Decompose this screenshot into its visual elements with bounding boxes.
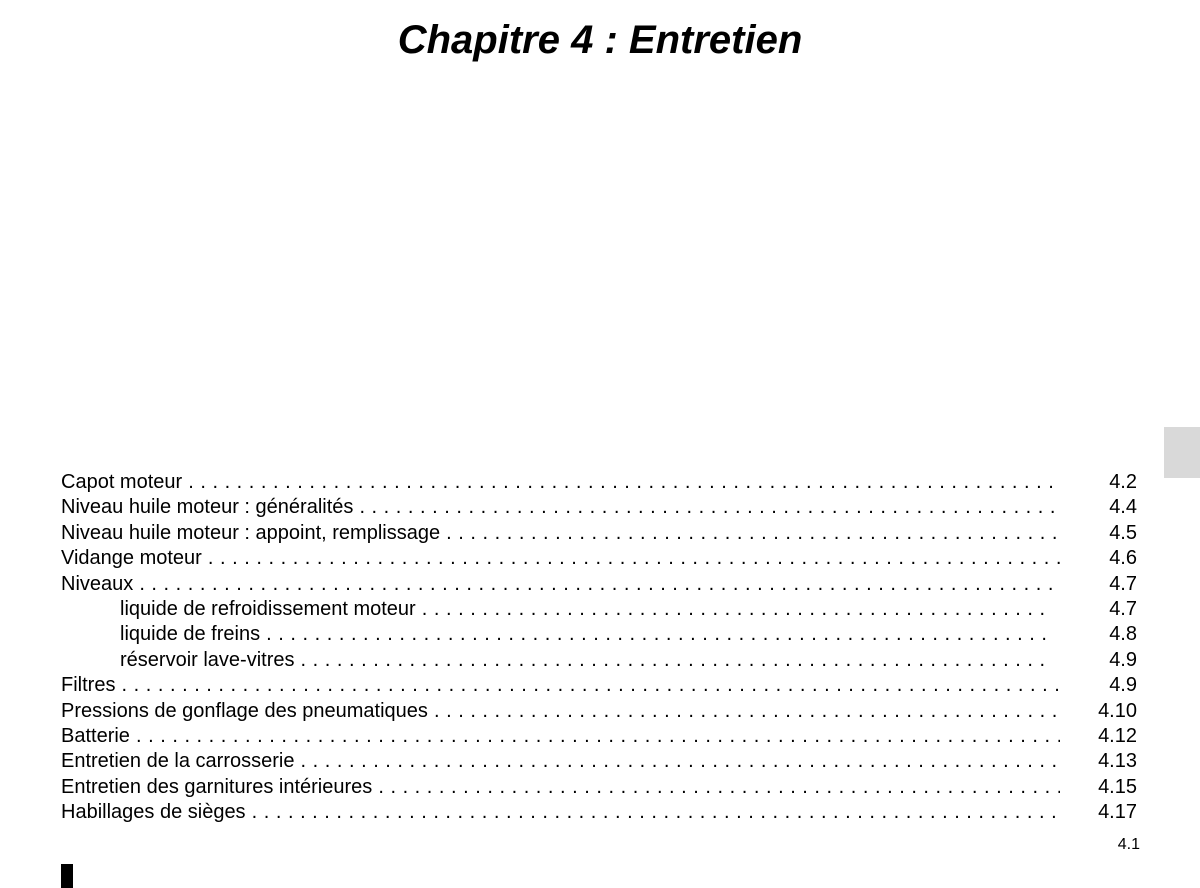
toc-entry-label: Niveaux (61, 572, 134, 595)
toc-entry-label: Niveau huile moteur : appoint, remplissage (61, 521, 441, 544)
toc-entry-page: 4.4 (1109, 496, 1137, 519)
toc-entry-page: 4.9 (1109, 648, 1137, 671)
page-number: 4.1 (1117, 836, 1140, 853)
toc-subentry-liquide-refroidissement[interactable] (61, 597, 1138, 622)
toc-entry-entretien-carrosserie[interactable] (61, 749, 1138, 774)
toc-entry-label: Entretien de la carrosserie (61, 750, 295, 773)
toc-entry-page: 4.6 (1109, 547, 1137, 570)
toc-entry-niveau-huile-generalites[interactable] (61, 495, 1138, 520)
toc-subentry-liquide-freins[interactable] (61, 622, 1138, 647)
toc-entry-pressions-gonflage[interactable] (61, 699, 1138, 724)
chapter-title: Chapitre 4 : Entretien (397, 18, 803, 62)
toc-entry-label: Capot moteur (61, 471, 183, 493)
toc-entry-page: 4.12 (1098, 724, 1137, 747)
chapter-side-tab (1164, 427, 1200, 478)
toc-entry-filtres[interactable] (61, 673, 1138, 698)
toc-subentry-reservoir-lave-vitres[interactable] (61, 648, 1138, 673)
toc-entry-label: liquide de freins (120, 623, 261, 646)
table-of-contents (61, 470, 1138, 825)
toc-entry-page: 4.10 (1098, 699, 1137, 722)
toc-entry-label: liquide de refroidissement moteur (120, 597, 416, 620)
toc-entry-niveaux[interactable] (61, 572, 1138, 597)
toc-entry-page: 4.7 (1109, 572, 1137, 595)
toc-entry-habillages-sieges[interactable] (61, 800, 1138, 825)
toc-entry-vidange-moteur[interactable] (61, 546, 1138, 571)
toc-entry-page: 4.9 (1109, 674, 1137, 697)
corner-crop-mark (61, 864, 73, 888)
toc-entry-batterie[interactable] (61, 724, 1138, 749)
toc-entry-page: 4.15 (1098, 775, 1137, 798)
toc-entry-page: 4.7 (1109, 597, 1137, 620)
toc-entry-page: 4.8 (1109, 623, 1137, 646)
toc-entry-page: 4.13 (1098, 750, 1137, 773)
toc-entry-niveau-huile-appoint[interactable] (61, 521, 1138, 546)
toc-entry-label: Entretien des garnitures intérieures (61, 775, 373, 798)
toc-entry-page: 4.2 (1109, 471, 1137, 493)
toc-entry-page: 4.5 (1109, 521, 1137, 544)
toc-entry-label: réservoir lave-vitres (120, 648, 295, 671)
toc-entry-entretien-garnitures[interactable] (61, 775, 1138, 800)
toc-entry-label: Batterie (61, 724, 130, 747)
toc-entry-label: Pressions de gonflage des pneumatiques (61, 699, 428, 722)
toc-entry-capot-moteur[interactable] (61, 470, 1138, 495)
toc-entry-label: Habillages de sièges (61, 801, 246, 824)
toc-entry-label: Vidange moteur (61, 547, 202, 570)
toc-entry-page: 4.17 (1098, 801, 1137, 824)
toc-entry-label: Niveau huile moteur : généralités (61, 496, 354, 519)
toc-entry-label: Filtres (61, 674, 116, 697)
